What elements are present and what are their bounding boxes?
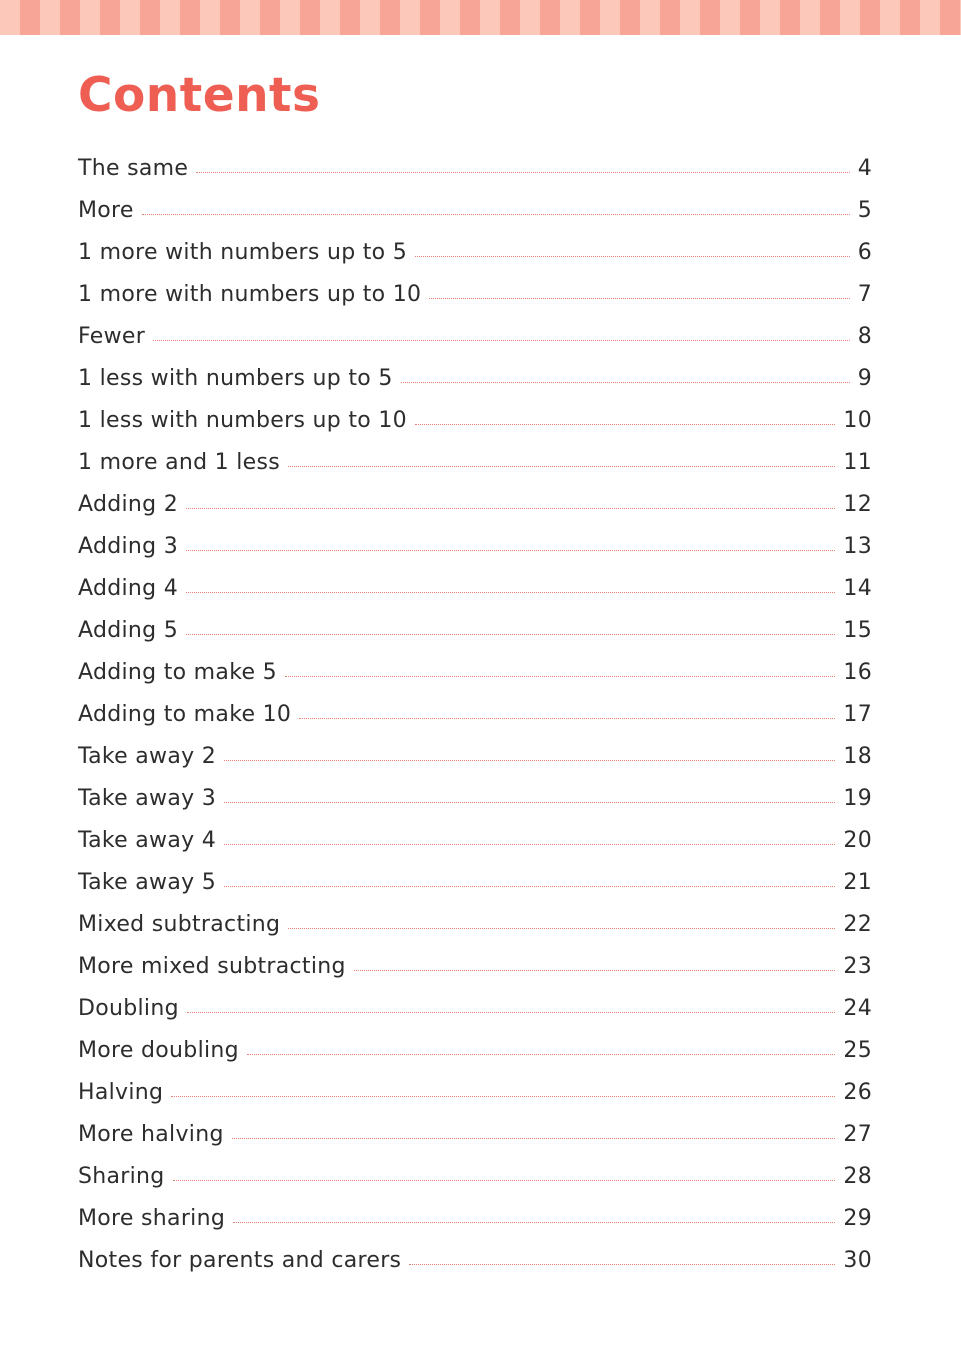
toc-entry[interactable] bbox=[78, 1198, 872, 1240]
toc-entry[interactable] bbox=[78, 232, 872, 274]
dotted-leader bbox=[247, 1054, 835, 1055]
dotted-leader bbox=[186, 592, 835, 593]
toc-entry-title: Take away 4 bbox=[78, 828, 217, 853]
dotted-leader bbox=[142, 214, 850, 215]
dotted-leader bbox=[186, 550, 835, 551]
toc-entry-title: Take away 5 bbox=[78, 870, 217, 895]
toc-entry[interactable] bbox=[78, 820, 872, 862]
toc-entry-title: Mixed subtracting bbox=[78, 912, 281, 937]
toc-entry-title: More doubling bbox=[78, 1038, 239, 1063]
toc-entry-title: Adding 5 bbox=[78, 618, 179, 643]
page-title: Contents bbox=[78, 68, 321, 123]
toc-entry-page-number: 8 bbox=[857, 324, 872, 349]
dotted-leader bbox=[153, 340, 850, 341]
dotted-leader bbox=[288, 928, 835, 929]
toc-entry-title: Adding to make 10 bbox=[78, 702, 292, 727]
toc-entry[interactable] bbox=[78, 862, 872, 904]
toc-entry-title: The same bbox=[78, 156, 189, 181]
toc-entry-page-number: 4 bbox=[857, 156, 872, 181]
toc-entry[interactable] bbox=[78, 400, 872, 442]
toc-entry[interactable] bbox=[78, 736, 872, 778]
toc-entry-title: 1 more with numbers up to 5 bbox=[78, 240, 408, 265]
toc-entry[interactable] bbox=[78, 1156, 872, 1198]
dotted-leader bbox=[429, 298, 849, 299]
toc-entry-title: More mixed subtracting bbox=[78, 954, 346, 979]
dotted-leader bbox=[354, 970, 836, 971]
toc-entry-page-number: 14 bbox=[843, 576, 872, 601]
table-of-contents bbox=[78, 148, 872, 1282]
toc-entry-page-number: 6 bbox=[857, 240, 872, 265]
toc-entry[interactable] bbox=[78, 358, 872, 400]
dotted-leader bbox=[233, 1222, 835, 1223]
toc-entry-title: Adding 3 bbox=[78, 534, 179, 559]
dotted-leader bbox=[409, 1264, 835, 1265]
toc-entry-page-number: 27 bbox=[843, 1122, 872, 1147]
toc-entry-title: Adding 4 bbox=[78, 576, 179, 601]
toc-entry-title: More bbox=[78, 198, 134, 223]
dotted-leader bbox=[415, 424, 835, 425]
dotted-leader bbox=[232, 1138, 836, 1139]
dotted-leader bbox=[224, 760, 835, 761]
toc-entry[interactable] bbox=[78, 148, 872, 190]
toc-entry[interactable] bbox=[78, 988, 872, 1030]
toc-entry-page-number: 24 bbox=[843, 996, 872, 1021]
toc-entry-page-number: 19 bbox=[843, 786, 872, 811]
toc-entry[interactable] bbox=[78, 316, 872, 358]
toc-entry-page-number: 23 bbox=[843, 954, 872, 979]
dotted-leader bbox=[196, 172, 849, 173]
toc-entry-page-number: 20 bbox=[843, 828, 872, 853]
toc-entry-page-number: 16 bbox=[843, 660, 872, 685]
toc-entry-title: Adding 2 bbox=[78, 492, 179, 517]
toc-entry[interactable] bbox=[78, 274, 872, 316]
dotted-leader bbox=[224, 802, 835, 803]
toc-entry-page-number: 7 bbox=[857, 282, 872, 307]
decorative-stripe-band bbox=[0, 0, 961, 35]
dotted-leader bbox=[288, 466, 835, 467]
toc-entry-title: Fewer bbox=[78, 324, 146, 349]
toc-entry[interactable] bbox=[78, 694, 872, 736]
toc-entry[interactable] bbox=[78, 1072, 872, 1114]
toc-entry-page-number: 29 bbox=[843, 1206, 872, 1231]
toc-entry[interactable] bbox=[78, 442, 872, 484]
toc-entry[interactable] bbox=[78, 946, 872, 988]
toc-entry-title: 1 more and 1 less bbox=[78, 450, 281, 475]
toc-entry-page-number: 22 bbox=[843, 912, 872, 937]
toc-entry-title: Adding to make 5 bbox=[78, 660, 277, 685]
toc-entry[interactable] bbox=[78, 1030, 872, 1072]
toc-entry-title: 1 less with numbers up to 5 bbox=[78, 366, 393, 391]
toc-entry[interactable] bbox=[78, 190, 872, 232]
toc-entry[interactable] bbox=[78, 568, 872, 610]
toc-entry[interactable] bbox=[78, 652, 872, 694]
toc-entry-page-number: 18 bbox=[843, 744, 872, 769]
dotted-leader bbox=[173, 1180, 836, 1181]
toc-entry[interactable] bbox=[78, 1240, 872, 1282]
toc-entry-page-number: 11 bbox=[843, 450, 872, 475]
toc-entry[interactable] bbox=[78, 526, 872, 568]
dotted-leader bbox=[401, 382, 850, 383]
toc-entry-page-number: 12 bbox=[843, 492, 872, 517]
toc-entry[interactable] bbox=[78, 610, 872, 652]
dotted-leader bbox=[299, 718, 835, 719]
dotted-leader bbox=[186, 508, 835, 509]
toc-entry-title: Halving bbox=[78, 1080, 164, 1105]
toc-entry-title: Notes for parents and carers bbox=[78, 1248, 402, 1273]
dotted-leader bbox=[187, 1012, 836, 1013]
toc-entry-page-number: 28 bbox=[843, 1164, 872, 1189]
toc-entry-page-number: 5 bbox=[857, 198, 872, 223]
toc-entry-page-number: 25 bbox=[843, 1038, 872, 1063]
toc-entry-title: More halving bbox=[78, 1122, 224, 1147]
toc-entry-page-number: 21 bbox=[843, 870, 872, 895]
dotted-leader bbox=[224, 844, 835, 845]
toc-entry-title: Sharing bbox=[78, 1164, 165, 1189]
toc-entry-title: More sharing bbox=[78, 1206, 226, 1231]
toc-entry-title: 1 more with numbers up to 10 bbox=[78, 282, 422, 307]
dotted-leader bbox=[171, 1096, 835, 1097]
toc-entry[interactable] bbox=[78, 484, 872, 526]
dotted-leader bbox=[415, 256, 850, 257]
toc-entry[interactable] bbox=[78, 1114, 872, 1156]
toc-entry-page-number: 9 bbox=[857, 366, 872, 391]
toc-entry-page-number: 26 bbox=[843, 1080, 872, 1105]
toc-entry-title: Take away 2 bbox=[78, 744, 217, 769]
dotted-leader bbox=[285, 676, 836, 677]
toc-entry-page-number: 13 bbox=[843, 534, 872, 559]
toc-entry-page-number: 17 bbox=[843, 702, 872, 727]
toc-entry-page-number: 15 bbox=[843, 618, 872, 643]
dotted-leader bbox=[186, 634, 835, 635]
dotted-leader bbox=[224, 886, 835, 887]
toc-entry[interactable] bbox=[78, 904, 872, 946]
toc-entry-page-number: 30 bbox=[843, 1248, 872, 1273]
toc-entry-page-number: 10 bbox=[843, 408, 872, 433]
toc-entry-title: Doubling bbox=[78, 996, 179, 1021]
toc-entry-title: Take away 3 bbox=[78, 786, 217, 811]
toc-entry[interactable] bbox=[78, 778, 872, 820]
toc-entry-title: 1 less with numbers up to 10 bbox=[78, 408, 407, 433]
